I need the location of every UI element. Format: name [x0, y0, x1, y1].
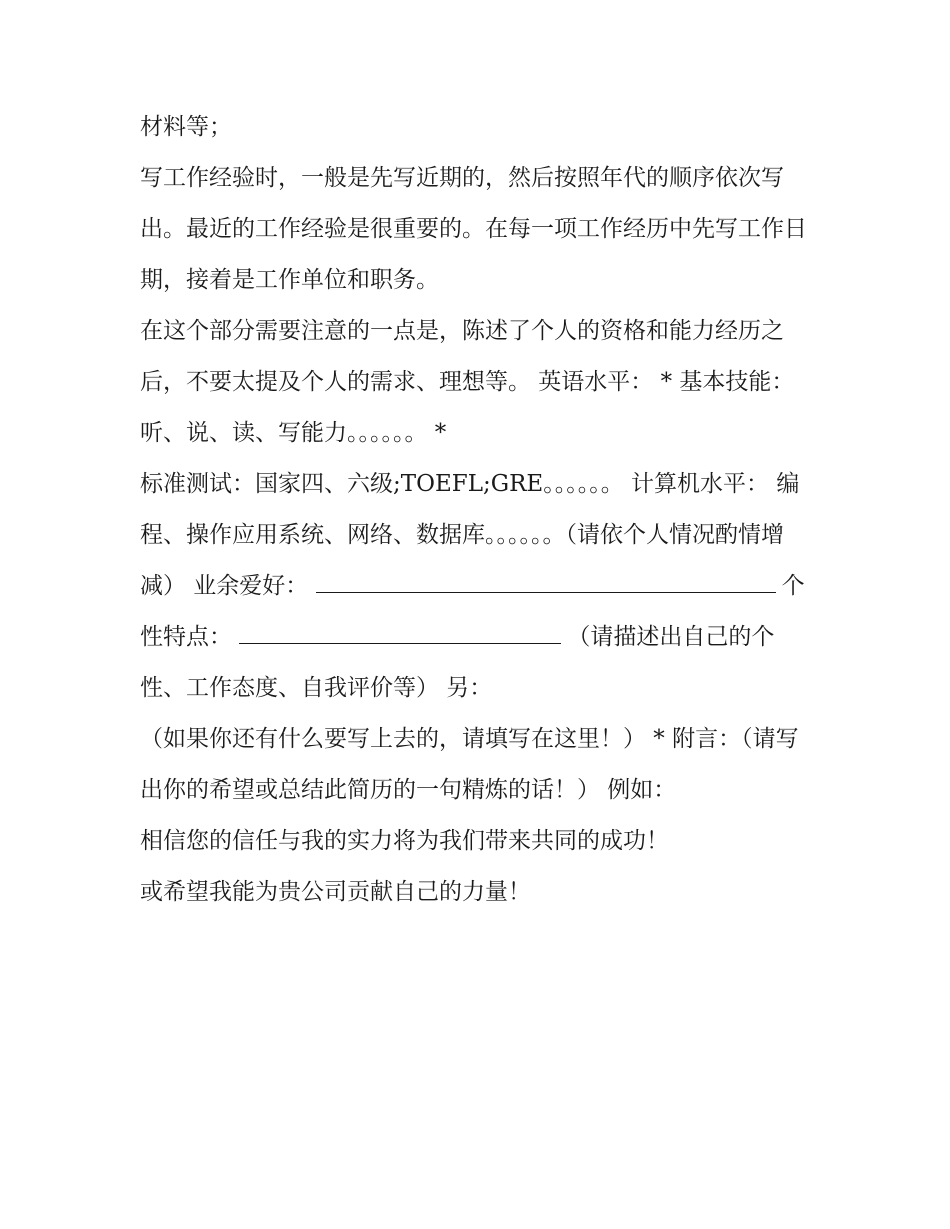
personality-blank-line	[239, 613, 561, 644]
paragraph-example-1: 相信您的信任与我的实力将为我们带来共同的成功！	[140, 828, 669, 854]
tests-hobbies-text: 标准测试：国家四、六级;TOEFL;GRE。。。。。。 计算机水平： 编程、操作应用系统、网络、数据库。。。。。。（请依个人情况酌情增减） 业余爱好：	[140, 471, 800, 599]
document-page	[140, 102, 820, 918]
paragraph-example-2: 或希望我能为贵公司贡献自己的力量！	[140, 879, 531, 905]
paragraph-notes-skills: 在这个部分需要注意的一点是，陈述了个人的资格和能力经历之后，不要太提及个人的需求、理想等。 英语水平： * 基本技能：听、说、读、写能力。。。。。。 *	[140, 318, 795, 446]
hobbies-blank-line	[316, 562, 776, 593]
paragraph-tests-hobbies	[140, 459, 820, 714]
personality-hint-text: （请描述出自己的个性、工作态度、自我评价等） 另：	[140, 624, 775, 701]
paragraph-materials: 材料等；	[140, 114, 232, 140]
paragraph-work-experience: 写工作经验时，一般是先写近期的，然后按照年代的顺序依次写出。最近的工作经验是很重要的。在每一项工作经历中先写工作日期，接着是工作单位和职务。	[140, 165, 807, 293]
personality-label: 个性特点：	[140, 573, 805, 650]
paragraph-addendum: （如果你还有什么要写上去的，请填写在这里！） * 附言：（请写出你的希望或总结此简历的一句精炼的话！） 例如：	[140, 726, 799, 803]
